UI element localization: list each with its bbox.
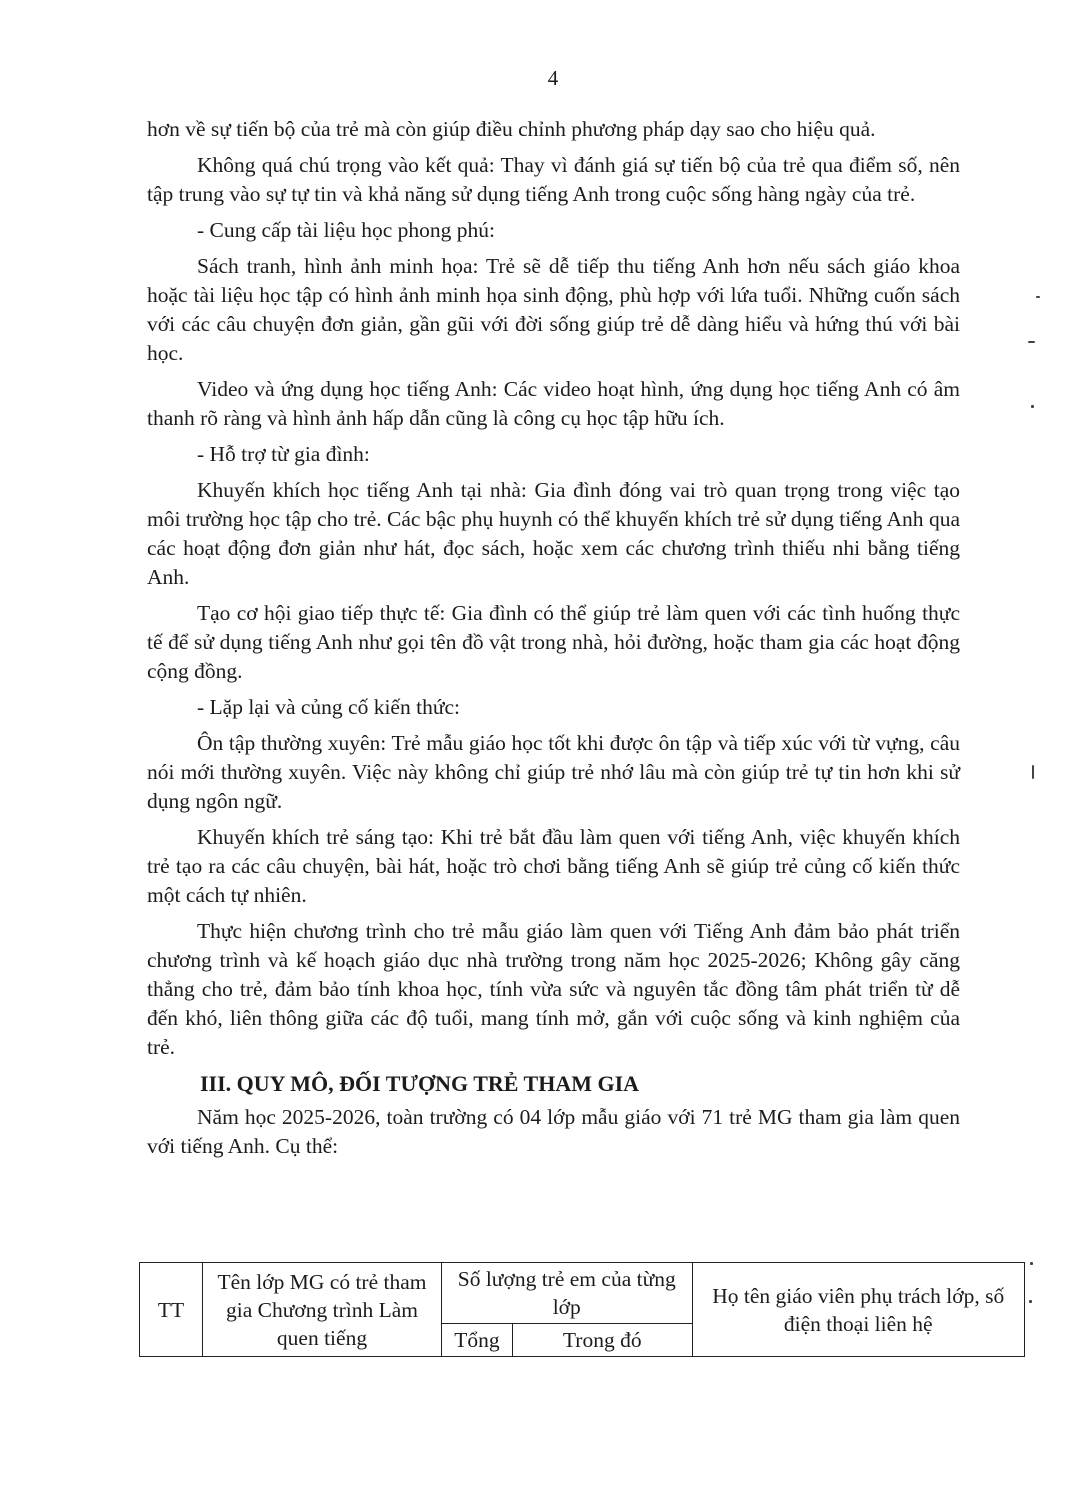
section-heading: III. QUY MÔ, ĐỐI TƯỢNG TRẺ THAM GIA: [200, 1071, 640, 1096]
header-child-count: Số lượng trẻ em của từng lớp: [442, 1263, 693, 1324]
page-number: 4: [547, 66, 559, 90]
table-header-row: [140, 1263, 1025, 1324]
subheading-repetition: - Lặp lại và củng cố kiến thức:: [197, 695, 460, 719]
scan-speck: [1032, 765, 1034, 779]
paragraph-continuation: hơn về sự tiến bộ của trẻ mà còn giúp điều chỉnh phương pháp dạy sao cho hiệu quả.: [147, 117, 876, 141]
header-class-name: Tên lớp MG có trẻ tham gia Chương trình Làm quen tiếng: [203, 1263, 442, 1357]
paragraph-learning-at-home: Khuyến khích học tiếng Anh tại nhà: Gia đình đóng vai trò quan trọng trong việc tạo môi trường học tập cho trẻ. Các bậc phụ huynh có thể khuyến khích trẻ sử dụng tiếng Anh qua các hoạt động đơn giản như hát, đọc sách, hoặc xem các chương trình thiếu nhi bằng tiếng Anh.: [147, 478, 960, 589]
paragraph-focus-results: Không quá chú trọng vào kết quả: Thay vì đánh giá sự tiến bộ của trẻ qua điểm số, nên tập trung vào sự tự tin và khả năng sử dụng tiếng Anh trong cuộc sống hàng ngày của trẻ.: [147, 153, 960, 206]
document-body: [147, 115, 960, 1168]
paragraph-real-communication: Tạo cơ hội giao tiếp thực tế: Gia đình có thể giúp trẻ làm quen với các tình huống thực tế để sử dụng tiếng Anh như gọi tên đồ vật trong nhà, hỏi đường, hoặc tham gia các hoạt động cộng đồng.: [147, 601, 960, 683]
scan-speck: [1029, 1300, 1032, 1303]
paragraph-video-apps: Video và ứng dụng học tiếng Anh: Các video hoạt hình, ứng dụng học tiếng Anh có âm thanh rõ ràng và hình ảnh hấp dẫn cũng là công cụ học tập hữu ích.: [147, 377, 960, 430]
subheading-materials: - Cung cấp tài liệu học phong phú:: [197, 218, 495, 242]
class-table: [139, 1262, 1025, 1357]
header-tt: TT: [140, 1263, 203, 1357]
header-breakdown: Trong đó: [513, 1324, 693, 1357]
scan-speck: [1030, 1262, 1033, 1265]
paragraph-picture-books: Sách tranh, hình ảnh minh họa: Trẻ sẽ dễ tiếp thu tiếng Anh hơn nếu sách giáo khoa hoặc tài liệu học tập có hình ảnh minh họa sinh động, phù hợp với lứa tuổi. Những cuốn sách với các câu chuyện đơn giản, gần gũi với đời sống giúp trẻ dễ dàng hiểu và hứng thú với bài học.: [147, 254, 960, 365]
header-total: Tổng: [442, 1324, 513, 1357]
section-intro: Năm học 2025-2026, toàn trường có 04 lớp mẫu giáo với 71 trẻ MG tham gia làm quen với tiếng Anh. Cụ thể:: [147, 1105, 960, 1158]
header-teacher: Họ tên giáo viên phụ trách lớp, số điện thoại liên hệ: [692, 1263, 1025, 1357]
paragraph-creativity: Khuyến khích trẻ sáng tạo: Khi trẻ bắt đầu làm quen với tiếng Anh, việc khuyến khích trẻ tạo ra các câu chuyện, bài hát, hoặc trò chơi bằng tiếng Anh sẽ giúp trẻ củng cố kiến thức một cách tự nhiên.: [147, 825, 960, 907]
paragraph-program-implementation: Thực hiện chương trình cho trẻ mẫu giáo làm quen với Tiếng Anh đảm bảo phát triển chương trình và kế hoạch giáo dục nhà trường trong năm học 2025-2026; Không gây căng thẳng cho trẻ, đảm bảo tính khoa học, tính vừa sức và nguyên tắc đồng tâm phát triển từ dễ đến khó, liên thông giữa các độ tuổi, mang tính mở, gắn với cuộc sống và kinh nghiệm của trẻ.: [147, 919, 960, 1059]
scan-speck: [1036, 296, 1040, 298]
subheading-family-support: - Hỗ trợ từ gia đình:: [197, 442, 370, 466]
scan-speck: [1031, 405, 1034, 408]
scan-speck: [1028, 341, 1035, 343]
paragraph-regular-review: Ôn tập thường xuyên: Trẻ mẫu giáo học tốt khi được ôn tập và tiếp xúc với từ vựng, câu nói mới thường xuyên. Việc này không chỉ giúp trẻ nhớ lâu mà còn giúp trẻ tự tin hơn khi sử dụng ngôn ngữ.: [147, 731, 960, 813]
